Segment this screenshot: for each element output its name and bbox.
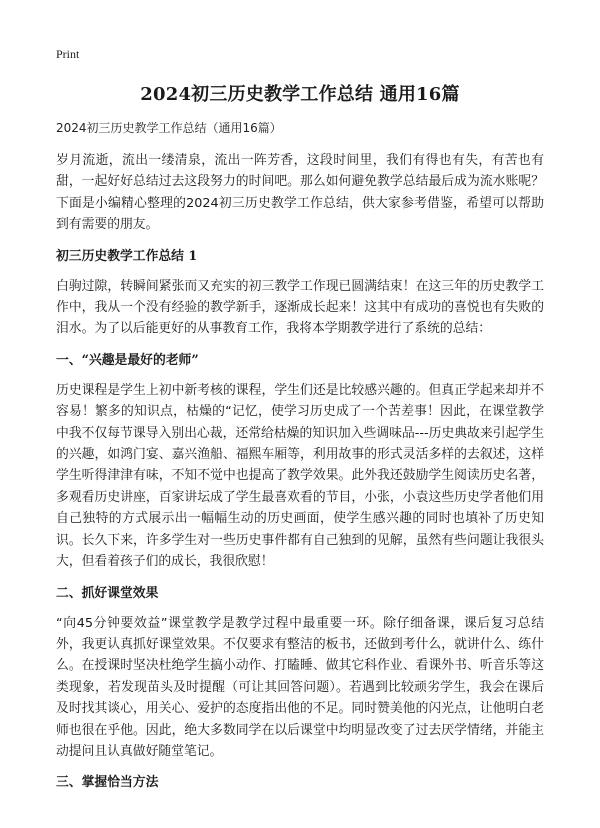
document-subtitle: 2024初三历史教学工作总结（通用16篇）	[56, 121, 282, 135]
paragraph-classroom-effect: “向45分钟要效益”课堂教学是教学过程中最重要一环。除仔细备课，课后复习总结外，我更认真抓好课堂效果。不仅要求有整洁的板书，还做到考什么，就讲什么、练什么。在授课时坚决杜绝学生搞小动作、打瞌睡、做其它科作业、看课外书、听音乐等这类现象，若发现苗头及时提醒（可让其回答问题）。若遇到比较顽劣学生，我会在课后及时找其谈心，用关心、爱护的态度指出他的不足。同时赞美他的闪光点，让他明白老师也很在乎他。因此，绝大多数同学在以后课堂中均明显改变了过去厌学情绪，并能主动提问且认真做好随堂笔记。	[56, 615, 544, 759]
paragraph-interest: 历史课程是学生上初中新考核的课程，学生们还是比较感兴趣的。但真正学起来却并不容易！繁多的知识点，枯燥的“记忆，使学习历史成了一个苦差事！因此，在课堂教学中我不仅每节课导入别出心裁，还常给枯燥的知识加入些调味品---历史典故来引起学生的兴趣，如鸿门宴、嘉兴渔船、福熙车厢等，利用故事的形式灵活多样的去叙述，这样学生听得津津有味，不知不觉中也提高了教学效果。此外我还鼓励学生阅读历史名著，多观看历史讲座，百家讲坛成了学生最喜欢看的节目，小张，小袁这些历史学者他们用自己独特的方式展示出一幅幅生动的历史画面，使学生感兴趣的同时也填补了历史知识。长久下来，许多学生对一些历史事件都有自己独到的见解，虽然有些问题让我很头大，但看着孩子们的成长，我很欣慰！	[56, 382, 544, 570]
document-title: 2024初三历史教学工作总结 通用16篇	[140, 84, 460, 105]
heading-classroom-effect: 二、抓好课堂效果	[56, 585, 159, 601]
heading-method: 三、掌握恰当方法	[56, 775, 159, 791]
document-content	[56, 120, 544, 802]
heading-interest: 一、“兴趣是最好的老师”	[56, 352, 199, 368]
intro-paragraph: 岁月流逝，流出一缕清泉，流出一阵芳香，这段时间里，我们有得也有失，有苦也有甜，一起好好总结过去这段努力的时间吧。那么如何避免教学总结最后成为流水账呢？下面是小编精心整理的2024初三历史教学工作总结，供大家参考借鉴，希望可以帮助到有需要的朋友。	[56, 153, 544, 233]
section-intro-paragraph: 白驹过隙，转瞬间紧张而又充实的初三教学工作现已圆满结束！在这三年的历史教学工作中，我从一个没有经验的教学新手，逐渐成长起来！这其中有成功的喜悦也有失败的泪水。为了以后能更好的从事教育工作，我将本学期教学进行了系统的总结：	[56, 278, 544, 337]
print-label[interactable]: Print	[56, 47, 80, 61]
section-title: 初三历史教学工作总结 1	[56, 248, 198, 264]
